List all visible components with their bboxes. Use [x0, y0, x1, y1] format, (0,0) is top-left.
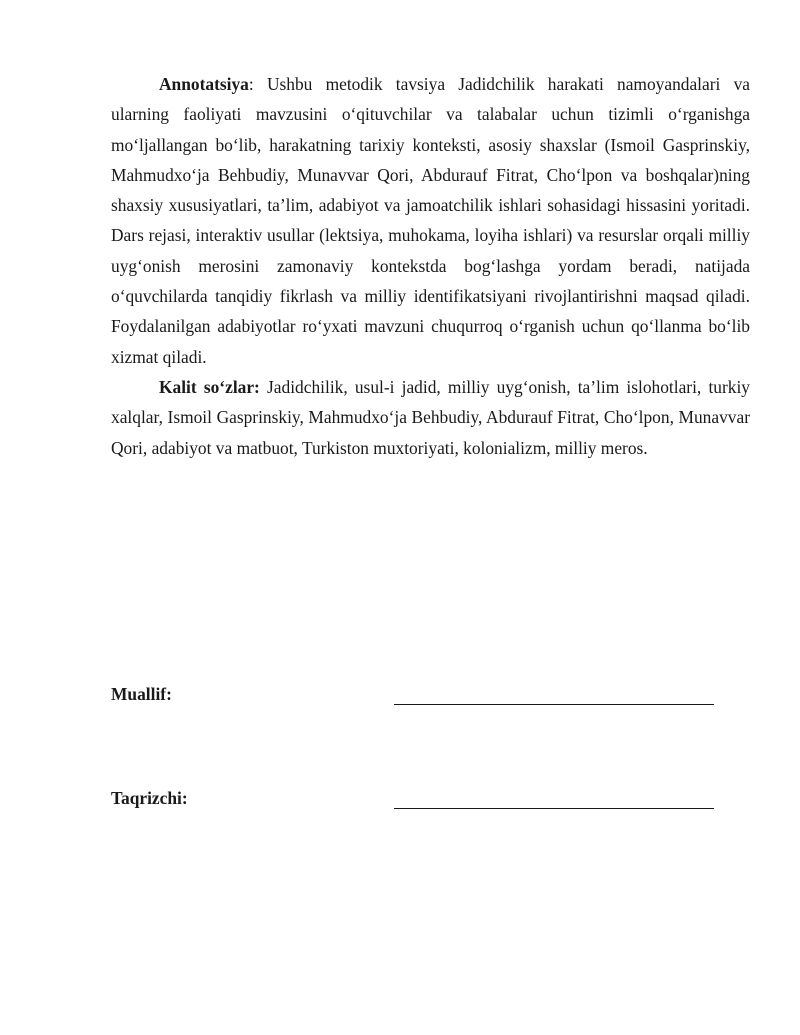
author-signature-row [111, 684, 716, 714]
keywords-label: Kalit so‘zlar: [159, 376, 260, 397]
reviewer-signature-line [394, 808, 714, 809]
reviewer-signature-row [111, 788, 716, 818]
keywords-text: Jadidchilik, usul-i jadid, milliy uyg‘onish, ta’lim islohotlari, turkiy xalqlar, Ismoil Gasprinskiy, Mahmudxo‘ja Behbudiy, Abdurauf Fitrat, Cho‘lpon, Munavvar Qori, adabiyot va matbuot, Turkiston muxtoriyati, kolonializm, milliy meros. [111, 376, 750, 458]
annotation-text: Ushbu metodik tavsiya Jadidchilik harakati namoyandalari va ularning faoliyati mavzusini o‘qituvchilar va talabalar uchun tizimli o‘rganishga mo‘ljallangan bo‘lib, harakatning tarixiy konteksti, asosiy shaxslar (Ismoil Gasprinskiy, Mahmudxo‘ja Behbudiy, Munavvar Qori, Abdurauf Fitrat, Cho‘lpon va boshqalar)ning shaxsiy xususiyatlari, ta’lim, adabiyot va jamoatchilik ishlari sohasidagi hissasini yoritadi. Dars rejasi, interaktiv usullar (lektsiya, muhokama, loyiha ishlari) va resurslar orqali milliy uyg‘onish merosini zamonaviy kontekstda bog‘lashga yordam beradi, natijada o‘quvchilarda tanqidiy fikrlash va milliy identifikatsiyani rivojlantirishni maqsad qiladi. Foydalanilgan adabiyotlar ro‘yxati mavzuni chuqurroq o‘rganish uchun qo‘llanma bo‘lib xizmat qiladi. [111, 74, 750, 367]
keywords-paragraph [111, 372, 750, 463]
reviewer-label: Taqrizchi: [111, 788, 188, 808]
annotation-separator: : [248, 74, 267, 94]
document-body [111, 69, 750, 463]
annotation-label: Annotatsiya [159, 74, 249, 94]
author-label: Muallif: [111, 684, 172, 704]
author-signature-line [394, 704, 714, 705]
annotation-paragraph [111, 69, 750, 372]
